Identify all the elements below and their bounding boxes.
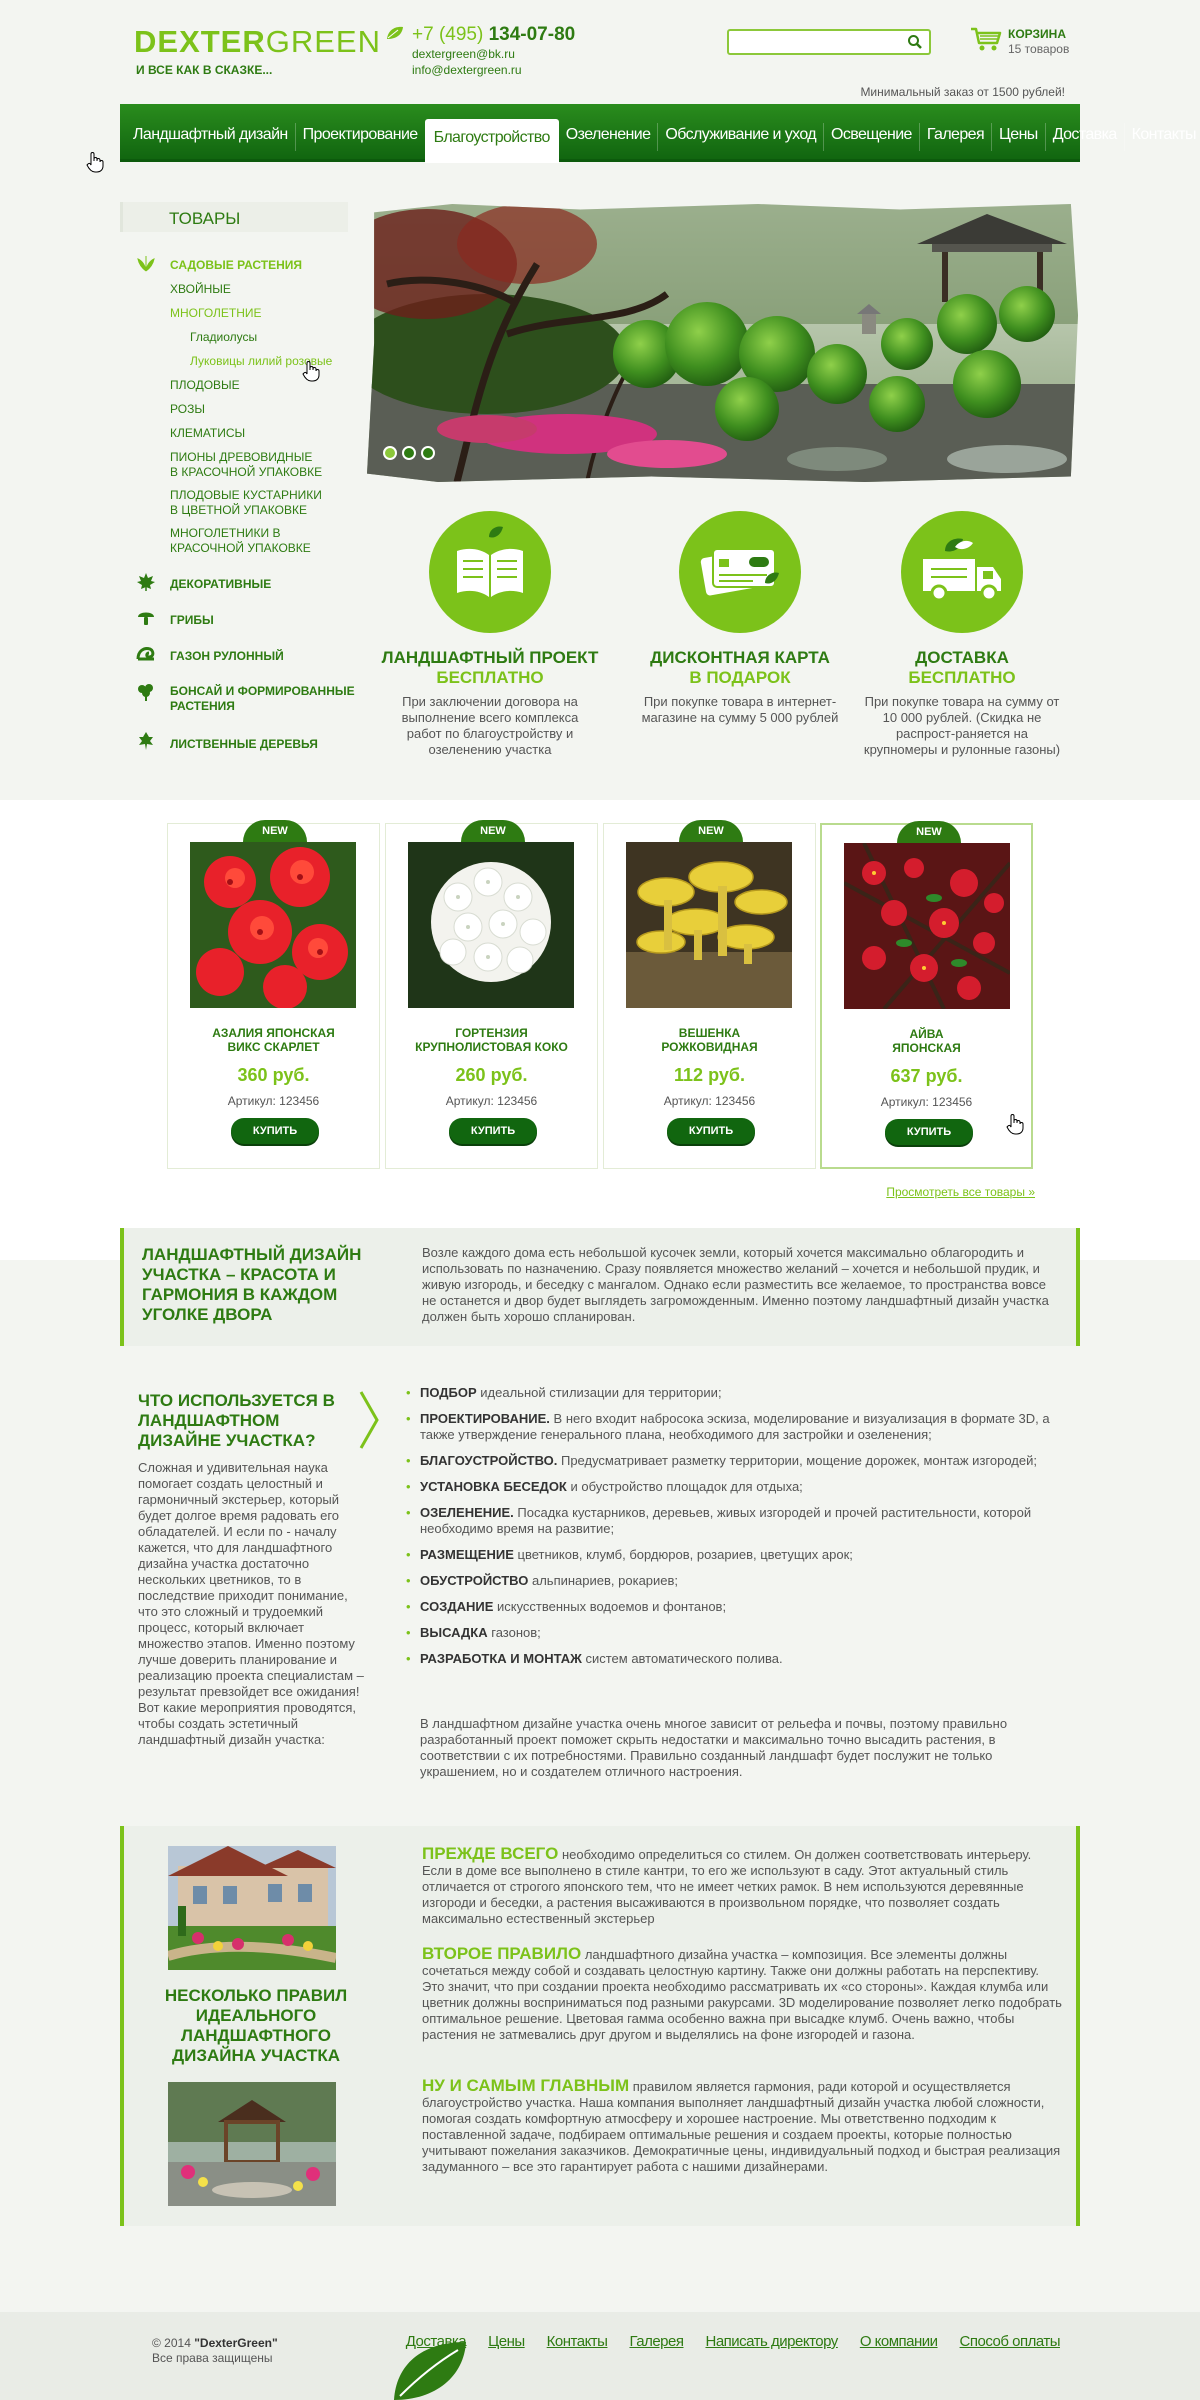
main-nav — [120, 104, 1196, 162]
product-card[interactable] — [167, 823, 380, 1169]
maple-leaf-icon — [136, 572, 156, 592]
product-card[interactable] — [603, 823, 816, 1169]
product-article: Артикул: 123456 — [880, 1095, 973, 1109]
buy-button[interactable]: КУПИТЬ — [667, 1118, 755, 1144]
product-name-line-2: КРУПНОЛИСТОВАЯ КОКО — [415, 1040, 568, 1054]
product-name-line-1: ГОРТЕНЗИЯ — [455, 1026, 528, 1040]
sidebar-item-garden[interactable]: САДОВЫЕ РАСТЕНИЯ — [170, 258, 303, 272]
what-used-item-bold: ПОДБОР — [420, 1385, 477, 1400]
sidebar-item-perennials[interactable]: МНОГОЛЕТНИЕ — [170, 306, 262, 320]
search-box — [727, 29, 931, 55]
nav-item[interactable]: Цены — [999, 126, 1038, 143]
what-used-item-text: Предусматривает разметку территории, мощение дорожек, монтаж изгородей; — [557, 1453, 1037, 1468]
feature-3-title-line-1: ДОСТАВКА — [915, 648, 1009, 667]
sidebar-item-lily-bulbs[interactable]: Луковицы лилий розовые — [190, 354, 333, 368]
rules-heading: НЕСКОЛЬКО ПРАВИЛ ИДЕАЛЬНОГО ЛАНДШАФТНОГО ДИЗАЙНА УЧАСТКА — [164, 1986, 348, 2065]
footer-link[interactable]: Контакты — [546, 2333, 608, 2350]
gazebo-garden-image — [168, 2082, 336, 2206]
nav-item[interactable]: Освещение — [831, 126, 912, 143]
what-used-text: Сложная и удивительная наука помогает создать целостный и гармоничный экстерьер, который будет долгое время радовать его обладателей. И если по - началу кажется, что для ландшафтного дизайна участка достаточно нескольких цветников, то в последствие приходит понимание, что это сложный и трудоемкий процесс, который включает множество этапов. Именно поэтому лучше доверить планирование и реализацию проекта специалистам – результат превзойдет все ожидания! Вот какие мероприятия проводятся, чтобы создать эстетичный ландшафтный дизайн участка: — [138, 1460, 364, 1747]
rule-2-lead: ВТОРОЕ ПРАВИЛО — [422, 1944, 582, 1963]
search-input[interactable] — [729, 31, 899, 53]
product-image-quince[interactable] — [844, 843, 1010, 1009]
cart-icon[interactable] — [970, 26, 1002, 52]
new-badge: NEW — [897, 821, 961, 843]
copyright-prefix: © 2014 — [152, 2336, 195, 2350]
sidebar-title: ТОВАРЫ — [169, 209, 241, 228]
product-article: Артикул: 123456 — [663, 1094, 756, 1108]
feature-1-title — [370, 648, 610, 688]
tree-icon — [136, 731, 156, 751]
house-garden-image — [168, 1846, 336, 1970]
product-name[interactable] — [386, 1026, 597, 1054]
what-used-item-bold: ОЗЕЛЕНЕНИЕ. — [420, 1505, 514, 1520]
nav-item[interactable]: Благоустройство — [425, 119, 559, 163]
footer-link[interactable]: Написать директору — [705, 2333, 838, 2350]
what-used-item — [406, 1573, 1066, 1589]
email-block — [412, 46, 522, 78]
hand-cursor-icon — [1006, 1113, 1024, 1135]
product-name[interactable] — [822, 1027, 1031, 1055]
nav-item[interactable]: Ландшафтный дизайн — [133, 126, 288, 143]
rule-3 — [422, 2078, 1062, 2175]
product-price: 637 руб. — [890, 1066, 963, 1086]
product-name-line-2: РОЖКОВИДНАЯ — [661, 1040, 758, 1054]
new-badge: NEW — [243, 820, 307, 842]
what-used-item — [406, 1547, 1066, 1563]
product-name-line-2: ЯПОНСКАЯ — [892, 1041, 961, 1055]
what-used-item-text: идеальной стилизации для территории; — [476, 1385, 722, 1400]
what-used-item — [406, 1479, 1066, 1495]
product-image-hydrangea[interactable] — [408, 842, 574, 1008]
nav-item[interactable]: Контакты — [1131, 126, 1196, 143]
product-image-azalea[interactable] — [190, 842, 356, 1008]
intro-text: Возле каждого дома есть небольшой кусочек земли, который хочется максимально облагородить и использовать по назначению. Сразу появляется множество желаний – хочется и небольшой прудик, и живую изгородь, и беседку с мангалом. Однако если разместить все желаемое, то пространства вовсе не останется и двор будет выглядеть загроможденным. Именно поэтому ландшафтный дизайн участка должен быть хорошо спланирован. — [422, 1245, 1049, 1324]
intro-heading: ЛАНДШАФТНЫЙ ДИЗАЙН УЧАСТКА – КРАСОТА И ГАРМОНИЯ В КАЖДОМ УГОЛКЕ ДВОРА — [142, 1245, 362, 1324]
shrubs-line-1: ПЛОДОВЫЕ КУСТАРНИКИ — [170, 488, 322, 502]
feature-2-text: При покупке товара в интернет-магазине на сумму 5 000 рублей — [641, 694, 839, 725]
plant-icon — [136, 254, 156, 272]
product-name-line-1: АЙВА — [909, 1027, 944, 1041]
min-order-notice: Минимальный заказ от 1500 рублей! — [860, 85, 1065, 99]
sidebar-item-fruit[interactable]: ПЛОДОВЫЕ — [170, 378, 240, 392]
sidebar-header — [120, 202, 348, 232]
what-used-item — [406, 1505, 1066, 1537]
view-all-products-link[interactable]: Просмотреть все товары » — [886, 1185, 1035, 1199]
product-name-line-2: ВИКС СКАРЛЕТ — [227, 1040, 320, 1054]
what-used-item-text: Посадка кустарников, деревьев, живых изгородей и прочей растительности, которой необходимо время на развитие; — [420, 1505, 1032, 1536]
what-used-item-bold: БЛАГОУСТРОЙСТВО. — [420, 1453, 558, 1468]
nav-item[interactable]: Проектирование — [302, 126, 418, 143]
product-name-line-1: АЗАЛИЯ ЯПОНСКАЯ — [212, 1026, 335, 1040]
buy-button[interactable]: КУПИТЬ — [885, 1119, 973, 1145]
what-used-item-text: альпинариев, рокариев; — [528, 1573, 679, 1588]
what-used-item-text: В него входит набросока эскиза, моделирование и визуализация в формате 3D, а также утверждение генерального плана, необходимого для застройки и озеленения; — [420, 1411, 1050, 1442]
feature-3-title-line-2: БЕСПЛАТНО — [908, 668, 1016, 687]
what-used-item-bold: ОБУСТРОЙСТВО — [420, 1573, 529, 1588]
cart-label[interactable]: КОРЗИНА — [1008, 27, 1066, 41]
nav-item[interactable]: Обслуживание и уход — [665, 126, 817, 143]
product-price: 112 руб. — [674, 1065, 745, 1085]
what-used-item — [406, 1625, 1066, 1641]
sidebar-item-peonies[interactable] — [170, 450, 322, 480]
nav-item[interactable]: Галерея — [926, 126, 985, 143]
product-price: 260 руб. — [455, 1065, 528, 1085]
intro-block — [120, 1228, 1080, 1346]
discount-card-icon — [679, 511, 801, 633]
what-used-item — [406, 1651, 1066, 1667]
sidebar-item-decorative[interactable]: ДЕКОРАТИВНЫЕ — [170, 577, 272, 591]
sidebar-item-conifers[interactable]: ХВОЙНЫЕ — [170, 282, 231, 296]
buy-button[interactable]: КУПИТЬ — [231, 1118, 319, 1144]
feature-2-title-line-2: В ПОДАРОК — [689, 668, 791, 687]
phone-main: 134-07-80 — [488, 24, 576, 45]
sidebar-item-gladiolus[interactable]: Гладиолусы — [190, 330, 258, 344]
sidebar-item-clematis[interactable]: КЛЕМАТИСЫ — [170, 426, 246, 440]
product-image-oyster-mushroom[interactable] — [626, 842, 792, 1008]
feature-3-circle — [901, 511, 1023, 633]
feature-3-title — [842, 648, 1082, 688]
slider-dot-2[interactable] — [402, 446, 416, 460]
feature-1-title-line-1: ЛАНДШАФТНЫЙ ПРОЕКТ — [381, 648, 599, 667]
book-icon — [429, 511, 551, 633]
perennials-pack-line-2: КРАСОЧНОЙ УПАКОВКЕ — [170, 541, 311, 555]
hand-cursor-icon — [302, 360, 320, 382]
what-used-item — [406, 1599, 1066, 1615]
rule-1-text: необходимо определиться со стилем. Он должен соответствовать интерьеру. Если в доме все выполнено в стиле кантри, то его же используют в саду. Этот актуальный стиль отличается от строгого японского тем, что не имеет четких рамок. В нем используются деревянные изгороди и беседки, а растения высаживаются в произвольном порядке, что позволяет создать максимально естественный экстерьер — [422, 1847, 1032, 1926]
product-article: Артикул: 123456 — [227, 1094, 320, 1108]
logo-bold-text: DEXTER — [134, 24, 266, 59]
phone-number[interactable] — [412, 24, 575, 46]
lawn-roll-icon — [136, 643, 156, 663]
footer-link[interactable]: Доставка — [405, 2333, 467, 2350]
slider-dots — [383, 446, 435, 460]
phone-prefix: +7 (495) — [412, 24, 489, 45]
sidebar-item-bonsai[interactable] — [170, 684, 355, 714]
rule-2-text: ландшафтного дизайна участка – композиция. Все элементы должны сочетаться между собой и создавать целостную картину. Также они должны работать на перспективу. Это значит, что при создании проекта необходимо рассматривать их «со стороны». Каждая клумба или цветник должны восприниматься под разными ракурсами. 3D моделирование позволяет легко подобрать оптимальное решение. Цветовая гамма особенно важна при высадке клумб. Очень важно, чтобы растения не затмевались друг другом и выделялись на фоне изгородей и газона. — [422, 1947, 1062, 2042]
rule-1 — [422, 1846, 1062, 1927]
sidebar-item-roses[interactable]: РОЗЫ — [170, 402, 205, 416]
hero-slider[interactable] — [367, 204, 1078, 482]
bonsai-line-2: РАСТЕНИЯ — [170, 699, 235, 713]
what-used-item — [406, 1411, 1066, 1443]
nav-item[interactable]: Доставка — [1052, 126, 1117, 143]
product-card[interactable] — [385, 823, 598, 1169]
what-used-item-bold: УСТАНОВКА БЕСЕДОК — [420, 1479, 567, 1494]
feature-1-circle — [429, 511, 551, 633]
peonies-line-1: ПИОНЫ ДРЕВОВИДНЫЕ — [170, 450, 313, 464]
chevron-right-icon — [358, 1390, 380, 1450]
leaf-icon — [386, 26, 404, 40]
peonies-line-2: В КРАСОЧНОЙ УПАКОВКЕ — [170, 465, 323, 479]
what-used-item-bold: РАЗМЕЩЕНИЕ — [420, 1547, 514, 1562]
perennials-pack-line-1: МНОГОЛЕТНИКИ В — [170, 526, 281, 540]
japanese-garden-image — [367, 204, 1078, 482]
feature-1-title-line-2: БЕСПЛАТНО — [436, 668, 544, 687]
sidebar-item-lawn[interactable]: ГАЗОН РУЛОННЫЙ — [170, 649, 284, 663]
what-used-heading: ЧТО ИСПОЛЬЗУЕТСЯ В ЛАНДШАФТНОМ ДИЗАЙНЕ УЧАСТКА? — [138, 1391, 335, 1450]
what-used-item-text: цветников, клумб, бордюров, розариев, цветущих арок; — [513, 1547, 853, 1562]
site-tagline: И ВСЕ КАК В СКАЗКЕ... — [136, 63, 273, 77]
what-used-item-text: и обустройство площадок для отдыха; — [566, 1479, 803, 1494]
email-link-1[interactable]: dextergreen@bk.ru — [412, 47, 515, 61]
what-used-conclusion: В ландшафтном дизайне участка очень многое зависит от рельефа и почвы, поэтому правильно разработанный проект поможет скрыть недостатки и максимально точно высадить растения, в соответствии с их потребностями. Правильно созданный ландшафт будет послужит не только украшением, но и создателем отличного настроения. — [420, 1716, 1008, 1779]
feature-2-title-line-1: ДИСКОНТНАЯ КАРТА — [650, 648, 830, 667]
shrubs-line-2: В ЦВЕТНОЙ УПАКОВКЕ — [170, 503, 307, 517]
truck-icon — [901, 511, 1023, 633]
what-used-item-text: газонов; — [487, 1625, 541, 1640]
what-used-list — [406, 1385, 1066, 1677]
feature-3-text: При покупке товара на сумму от 10 000 рублей. (Скидка не распрост-раняется на крупномеры и рулонные газоны) — [863, 694, 1061, 757]
hand-cursor-icon — [86, 151, 104, 173]
product-price: 360 руб. — [237, 1065, 310, 1085]
buy-button[interactable]: КУПИТЬ — [449, 1118, 537, 1144]
footer-link[interactable]: О компании — [859, 2333, 938, 2350]
footer-nav — [406, 2333, 1060, 2350]
what-used-item-bold: СОЗДАНИЕ — [420, 1599, 494, 1614]
site-logo[interactable] — [134, 24, 381, 60]
what-used-item — [406, 1453, 1066, 1469]
what-used-item-text: искусственных водоемов и фонтанов; — [493, 1599, 727, 1614]
sidebar-item-deciduous[interactable]: ЛИСТВЕННЫЕ ДЕРЕВЬЯ — [170, 737, 318, 751]
mushroom-icon — [136, 607, 156, 627]
footer-link[interactable]: Галерея — [629, 2333, 684, 2350]
what-used-item-bold: ВЫСАДКА — [420, 1625, 488, 1640]
sidebar-item-shrubs[interactable] — [170, 488, 322, 518]
copyright-name: "DexterGreen" — [194, 2336, 278, 2350]
nav-item[interactable]: Озеленение — [565, 126, 651, 143]
logo-thin-text: GREEN — [265, 24, 381, 59]
bonsai-line-1: БОНСАЙ И ФОРМИРОВАННЫЕ — [170, 684, 355, 698]
copyright — [152, 2336, 278, 2366]
copyright-rights: Все права защищены — [152, 2351, 273, 2365]
sidebar-item-mushrooms[interactable]: ГРИБЫ — [170, 613, 214, 627]
sidebar-item-perennials-pack[interactable] — [170, 526, 311, 556]
product-name[interactable] — [168, 1026, 379, 1054]
feature-2-circle — [679, 511, 801, 633]
bonsai-icon — [136, 682, 156, 702]
slider-dot-1[interactable] — [383, 446, 397, 460]
rule-1-lead: ПРЕЖДЕ ВСЕГО — [422, 1844, 559, 1863]
search-icon[interactable] — [907, 34, 923, 50]
rules-block — [120, 1826, 1080, 2226]
rule-3-lead: НУ И САМЫМ ГЛАВНЫМ — [422, 2076, 630, 2095]
feature-1-text: При заключении договора на выполнение всего комплекса работ по благоустройству и озеленению участка — [401, 694, 579, 757]
product-card[interactable] — [820, 823, 1033, 1169]
slider-dot-3[interactable] — [421, 446, 435, 460]
what-used-item-bold: РАЗРАБОТКА И МОНТАЖ — [420, 1651, 582, 1666]
email-link-2[interactable]: info@dextergreen.ru — [412, 63, 522, 77]
what-used-item-bold: ПРОЕКТИРОВАНИЕ. — [420, 1411, 550, 1426]
rule-3-text: правилом является гармония, ради которой и осуществляется благоустройство участка. Наша компания выполняет ландшафтный дизайн участка любой сложности, помогая создать комфортную атмосферу и хорошее настроение. Мы ответственно подходим к поставленной задаче, подбираем оптимальные решения и создаем проекты, которые полностью учитывают пожелания заказчиков. Демократичные цены, индивидуальный подход и быстрая реализация задуманного – все это гарантирует работа с нашими дизайнерами. — [422, 2079, 1061, 2174]
product-name-line-1: ВЕШЕНКА — [678, 1026, 741, 1040]
what-used-item-text: систем автоматического полива. — [581, 1651, 783, 1666]
new-badge: NEW — [461, 820, 525, 842]
what-used-item — [406, 1385, 1066, 1401]
cart-count: 15 товаров — [1008, 42, 1070, 56]
new-badge: NEW — [679, 820, 743, 842]
footer-link[interactable]: Цены — [488, 2333, 525, 2350]
feature-2-title — [620, 648, 860, 688]
footer-link[interactable]: Способ оплаты — [959, 2333, 1060, 2350]
product-article: Артикул: 123456 — [445, 1094, 538, 1108]
rule-2 — [422, 1946, 1062, 2043]
product-name[interactable] — [604, 1026, 815, 1054]
